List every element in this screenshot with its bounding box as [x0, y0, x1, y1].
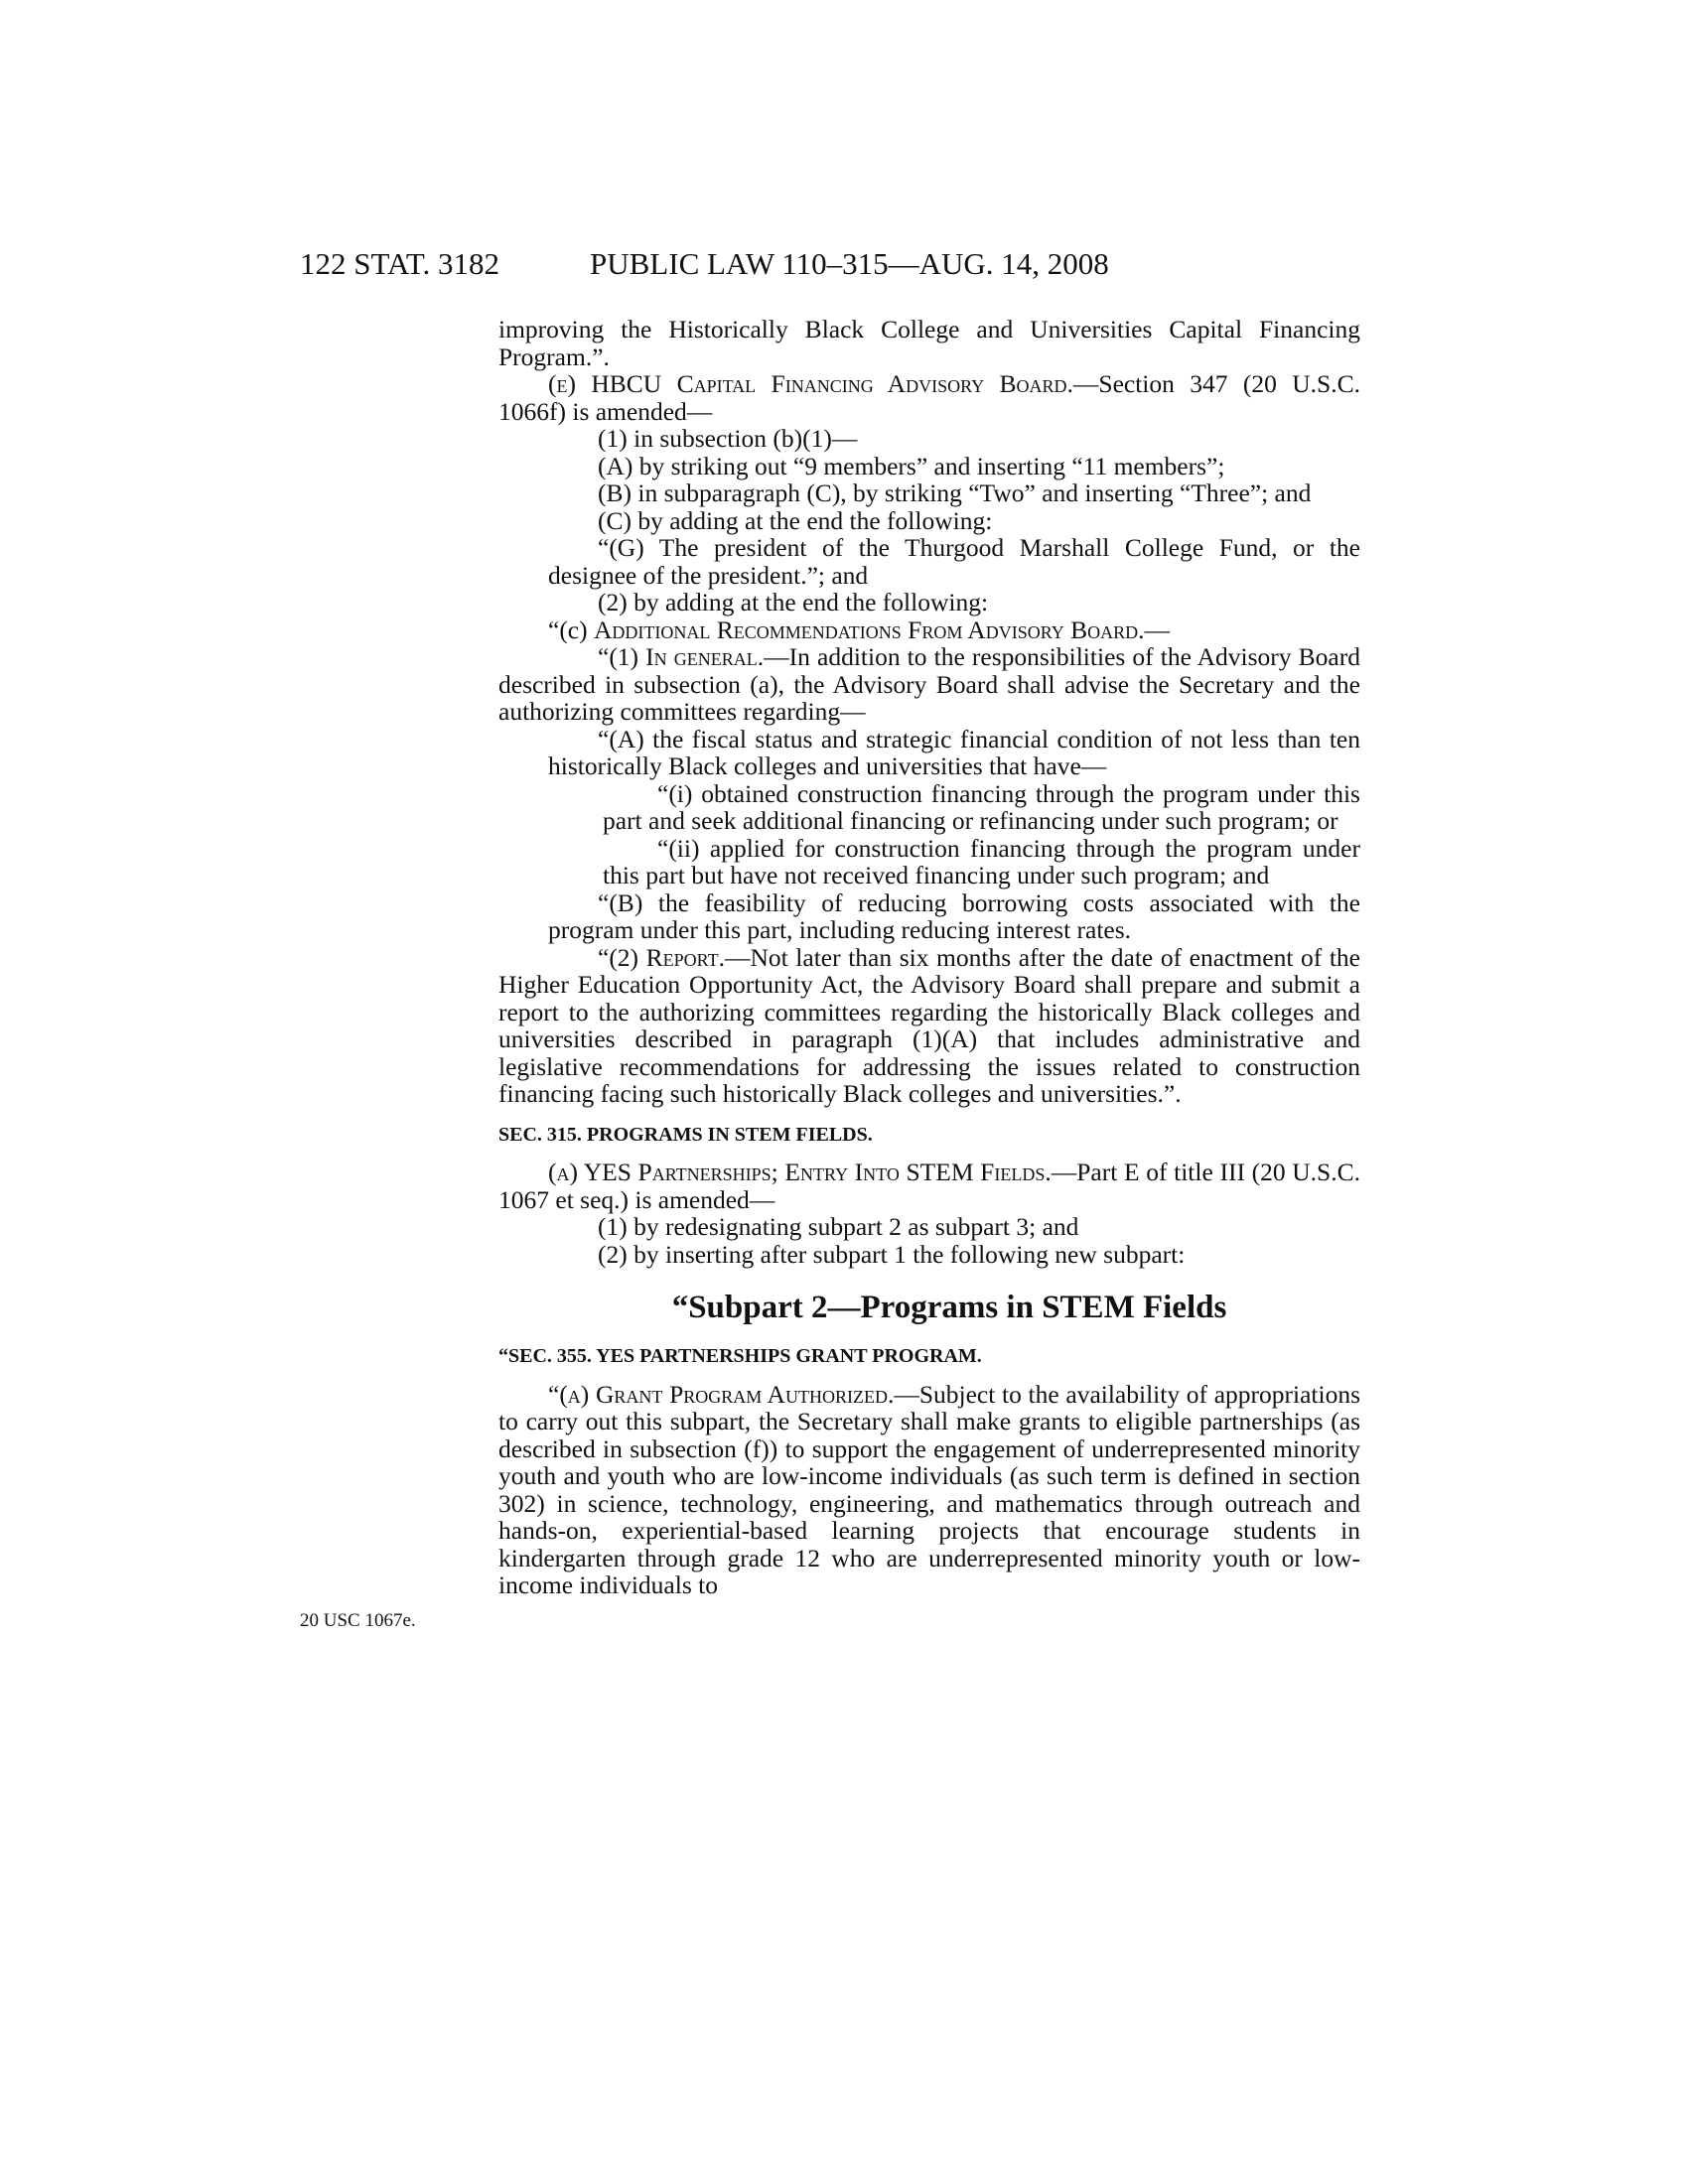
paragraph: improving the Historically Black College and Universities Capital Financing Program.”. [498, 315, 1360, 371]
paragraph-text: —Part E of title III (20 U.S.C. 1067 et seq.) is amended— [498, 1158, 1360, 1214]
paragraph [498, 1381, 1360, 1599]
paragraph: (C) by adding at the end the following: [598, 505, 993, 535]
paragraph-prefix: “(2) [598, 942, 646, 972]
section-label: Additional Recommendations From Advisory Board. [594, 614, 1145, 644]
paragraph-text: —Not later than six months after the date of enactment of the Higher Education Opportunity Act, the Advisory Board shall prepare and submit a report to the authorizing committees regarding the historically Black colleges and universities described in paragraph (1)(A) that includes administrative and legislative recommendations for addressing the issues related to construction financing facing such historically Black colleges and universities.”. [498, 942, 1360, 1108]
paragraph: (2) by inserting after subpart 1 the following new subpart: [598, 1239, 1186, 1269]
paragraph: “(B) the feasibility of reducing borrowing costs associated with the program under this part, including reducing interest rates. [548, 887, 1360, 944]
body-text [498, 316, 1360, 1599]
section-heading: SEC. 315. PROGRAMS IN STEM FIELDS. [498, 1123, 873, 1146]
section-label: (a) YES Partnerships; Entry Into STEM Fields. [548, 1158, 1052, 1186]
margin-note: 20 USC 1067e. [300, 1610, 416, 1631]
paragraph: “(i) obtained construction financing through the program under this part and seek additional financing or refinancing under such program; or [603, 778, 1360, 835]
paragraph [498, 370, 1360, 425]
section-heading: “SEC. 355. YES PARTNERSHIPS GRANT PROGRAM. [498, 1345, 982, 1367]
paragraph: “(G) The president of the Thurgood Marshall College Fund, or the designee of the president.”; and [548, 533, 1360, 590]
paragraph: (1) in subsection (b)(1)— [598, 424, 858, 453]
paragraph-text: —Subject to the availability of appropriations to carry out this subpart, the Secretary shall make grants to eligible partnerships (as described in subsection (f)) to support the engagement of underrepresented minority youth and youth who are low-income individuals (as such term is defined in section 302) in science, technology, engineering, and mathematics through outreach and hands-on, experiential-based learning projects that encourage students in kindergarten through grade 12 who are underrepresented minority youth or low-income individuals to [498, 1379, 1360, 1599]
running-header: PUBLIC LAW 110–315—AUG. 14, 2008 [590, 246, 1109, 281]
paragraph [498, 616, 1360, 644]
paragraph: (2) by adding at the end the following: [598, 588, 989, 616]
paragraph: (B) in subparagraph (C), by striking “Two” and inserting “Three”; and [598, 478, 1312, 507]
section-label: “(a) Grant Program Authorized. [548, 1379, 895, 1409]
paragraph [498, 643, 1360, 726]
paragraph: “(A) the fiscal status and strategic financial condition of not less than ten historically Black colleges and universities that have— [548, 724, 1360, 780]
paragraph-text: —Section 347 (20 U.S.C. 1066f) is amended— [498, 369, 1360, 426]
paragraph-text: —In addition to the responsibilities of the Advisory Board described in subsection (a), the Advisory Board shall advise the Secretary and the authorizing committees regarding— [498, 642, 1360, 726]
paragraph-prefix: “(1) [598, 642, 646, 671]
paragraph: (A) by striking out “9 members” and inserting “11 members”; [598, 451, 1225, 480]
section-label: (e) HBCU Capital Financing Advisory Board. [548, 369, 1073, 398]
page-stat-number: 122 STAT. 3182 [300, 246, 500, 281]
section-label: Report. [645, 942, 725, 972]
subpart-heading: “Subpart 2—Programs in STEM Fields [671, 1290, 1227, 1325]
paragraph [498, 1159, 1360, 1213]
paragraph-prefix: “(c) [548, 614, 594, 644]
paragraph: “(ii) applied for construction financing through the program under this part but have not received financing under such program; and [603, 833, 1360, 889]
paragraph-text: — [1144, 614, 1171, 644]
paragraph [498, 944, 1360, 1108]
paragraph: (1) by redesignating subpart 2 as subpart 3; and [598, 1212, 1079, 1241]
section-label: In general. [645, 642, 765, 671]
